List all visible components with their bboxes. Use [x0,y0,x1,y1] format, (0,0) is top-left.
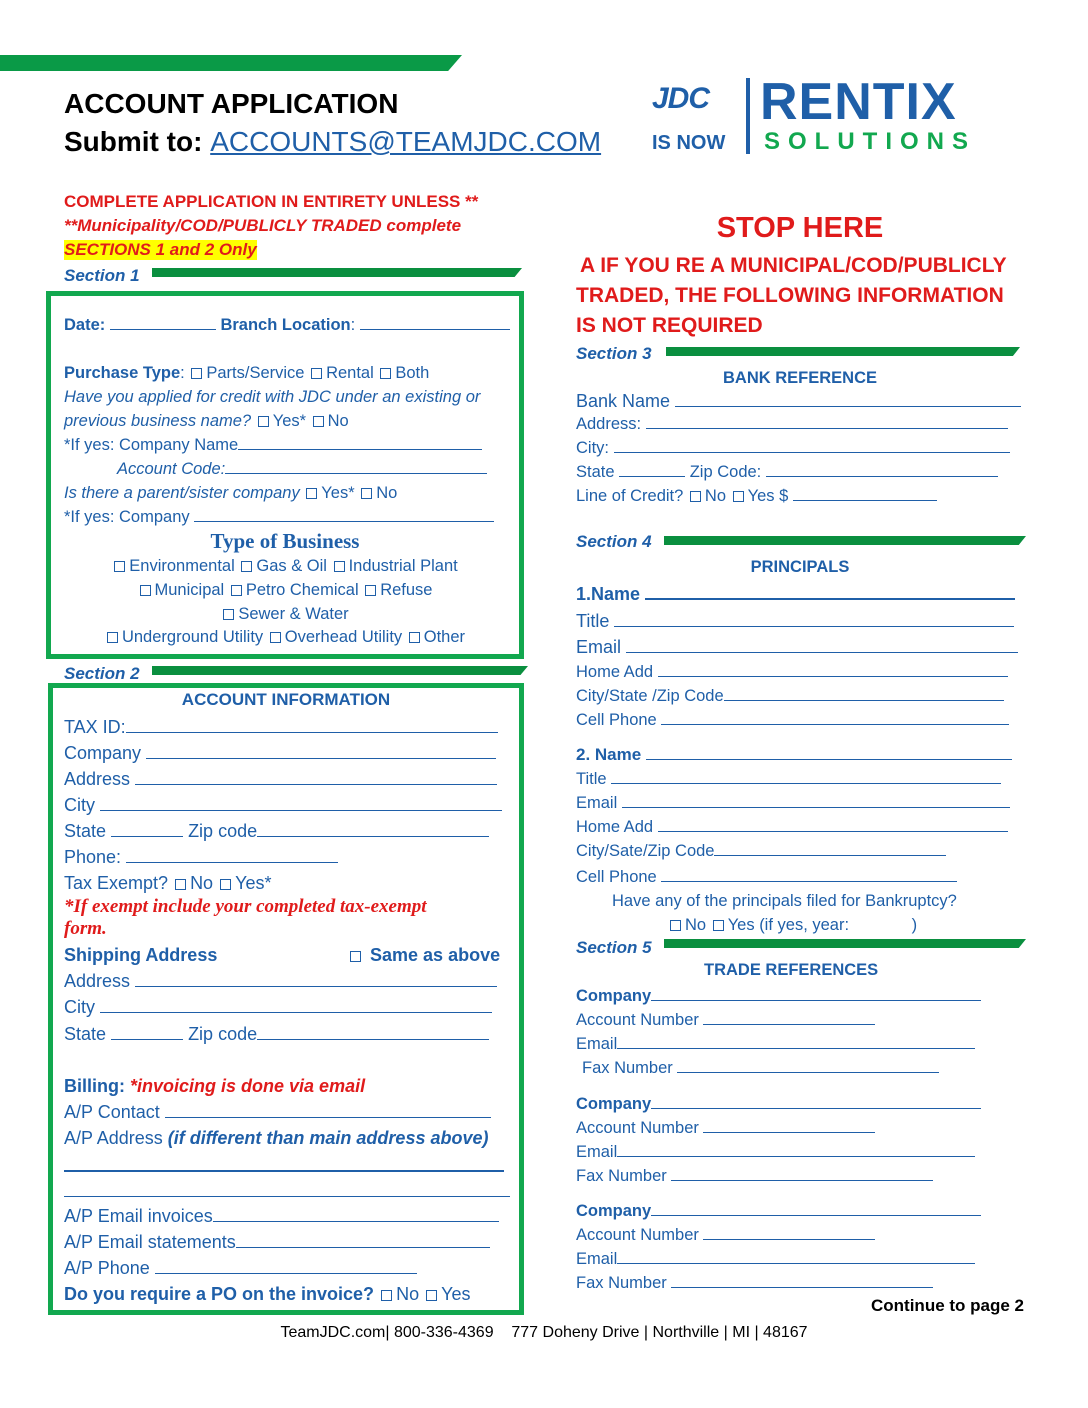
bankruptcy-close-paren: ) [911,916,918,934]
bankruptcy-yes-checkbox[interactable] [713,920,724,931]
ap-address-line-2[interactable] [64,1196,510,1197]
industrial-checkbox[interactable] [334,561,345,572]
tax-exempt-yes-checkbox[interactable] [220,879,231,890]
ap-email-statements-label: A/P Email statements [64,1232,236,1252]
principal-2-email-row [576,792,1010,814]
section-3-bar [666,347,1020,356]
petro-checkbox[interactable] [231,585,242,596]
billing-label: Billing: [64,1076,125,1096]
billing-note: *invoicing is done via email [130,1076,366,1096]
bank-name-label: Bank Name [576,391,671,411]
loc-label: Line of Credit? [576,487,684,505]
purchase-type-label: Purchase Type [64,364,181,382]
bank-state-label: State [576,463,615,481]
trade-2-company-row [576,1093,981,1115]
branch-label: Branch Location [220,316,351,334]
applied-no-checkbox[interactable] [313,416,324,427]
business-row-2 [46,579,524,601]
stop-line-2: TRADED, THE FOLLOWING INFORMATION [576,284,1004,307]
trade-2-email-field[interactable] [617,1141,975,1157]
bank-address-field[interactable] [646,413,1008,429]
company-label: Company [64,743,142,763]
principal-2-home-field[interactable] [658,816,1008,832]
trade-3-email-row [576,1248,975,1270]
ap-phone-field[interactable] [155,1258,417,1274]
exempt-note-1: *If exempt include your completed tax-exempt [64,896,427,917]
bank-city-label: City: [576,439,609,457]
municipal-label: Municipal [154,581,225,599]
overhead-label: Overhead Utility [284,628,403,646]
bank-address-row [576,413,1008,435]
parent-no-checkbox[interactable] [361,488,372,499]
bank-state-zip-row [576,461,998,483]
trade-3-email-label: Email [576,1250,618,1268]
section-1-label: Section 1 [64,266,140,285]
same-as-above-checkbox[interactable] [350,951,361,962]
ap-email-invoices-field[interactable] [213,1206,499,1222]
phone-label: Phone: [64,847,122,867]
logo-rentix: RENTIX [760,73,957,131]
principal-2-csz-label: City/Sate/Zip Code [576,842,715,860]
parent-yes-label: Yes* [321,484,355,502]
state-label: State [64,821,107,841]
loc-no-checkbox[interactable] [690,491,701,502]
principal-2-csz-field[interactable] [714,840,946,856]
bank-zip-label: Zip Code: [689,463,762,481]
principal-1-cell-field[interactable] [661,709,1009,725]
bankruptcy-options-row [668,914,917,936]
gas-oil-label: Gas & Oil [256,557,327,575]
stop-line-1: A IF YOU RE A MUNICIPAL/COD/PUBLICLY [580,254,1007,277]
trade-3-fax-row [576,1272,933,1294]
loc-amount-field[interactable] [793,485,937,501]
principal-2-home-row [576,816,1008,838]
principal-1-home-row [576,661,1008,683]
ship-state-field[interactable] [111,1024,183,1040]
ap-phone-label: A/P Phone [64,1258,150,1278]
stop-title: STOP HERE [716,212,884,244]
trade-2-email-row [576,1141,975,1163]
tax-exempt-row [64,872,271,894]
trade-3-company-label: Company [576,1202,652,1220]
applied-question-2: previous business name? [64,412,252,430]
po-question: Do you require a PO on the invoice? [64,1284,375,1304]
prior-company-name-field[interactable] [238,434,482,450]
other-label: Other [423,628,466,646]
business-row-3 [46,603,524,625]
ap-address-line-1[interactable] [64,1170,504,1172]
applied-no-label: No [327,412,349,430]
address-label: Address [64,769,131,789]
line-of-credit-row [576,485,937,507]
zip-field[interactable] [257,821,489,837]
logo-divider [746,78,750,154]
bankruptcy-yes-label: Yes (if yes, year: [727,916,850,934]
ship-state-label: State [64,1024,107,1044]
trade-2-account-label: Account Number [576,1119,699,1137]
section-5-label: Section 5 [576,938,652,957]
principal-1-name-field[interactable] [645,583,1015,600]
po-yes-label: Yes [441,1284,471,1304]
refuse-checkbox[interactable] [365,585,376,596]
bankruptcy-no-label: No [685,916,707,934]
petro-label: Petro Chemical [245,581,359,599]
notice-line-1: COMPLETE APPLICATION IN ENTIRETY UNLESS ** [64,192,479,211]
ap-address-row [64,1127,488,1149]
ap-contact-row [64,1101,491,1123]
po-no-label: No [396,1284,420,1304]
submit-email-link[interactable]: ACCOUNTS@TEAMJDC.COM [210,126,602,157]
bankruptcy-question: Have any of the principals filed for Bankruptcy? [612,892,957,910]
principal-2-title-label: Title [576,770,607,788]
continue-to-page-2: Continue to page 2 [871,1296,1024,1315]
trade-1-email-label: Email [576,1035,618,1053]
principal-2-cell-field[interactable] [661,866,957,882]
date-field[interactable] [110,314,216,330]
trade-1-account-label: Account Number [576,1011,699,1029]
principal-1-title-field[interactable] [614,611,1014,627]
logo-solutions: SOLUTIONS [764,128,977,155]
account-code-label: Account Code: [117,460,226,478]
po-yes-checkbox[interactable] [426,1290,437,1301]
trade-1-company-row [576,985,981,1007]
ap-address-label: A/P Address [64,1128,163,1148]
trade-1-company-label: Company [576,987,652,1005]
bank-name-row [576,390,1021,412]
principal-2-title-row [576,768,1001,790]
tax-id-label: TAX ID: [64,717,126,737]
principals-title: PRINCIPALS [750,558,850,576]
state-field[interactable] [111,821,183,837]
ship-zip-label: Zip code [188,1024,258,1044]
principal-2-name-label: 2. Name [576,745,642,764]
branch-field[interactable] [360,314,510,330]
trade-3-company-field[interactable] [651,1200,981,1216]
principal-1-email-field[interactable] [626,637,1018,653]
ship-city-label: City [64,997,95,1017]
ap-contact-field[interactable] [165,1102,491,1118]
trade-2-fax-row [576,1165,933,1187]
principal-2-home-label: Home Add [576,818,654,836]
trade-1-fax-field[interactable] [677,1057,939,1073]
notice-line-3: SECTIONS 1 and 2 Only [64,240,257,259]
bankruptcy-no-checkbox[interactable] [670,920,681,931]
company-row [64,742,496,764]
tax-id-row [64,716,498,738]
type-of-business-title: Type of Business [210,529,360,553]
bank-address-label: Address: [576,415,642,433]
trade-1-fax-row [582,1057,939,1079]
principal-2-cell-row [576,866,957,888]
address-row [64,768,497,790]
company-logo [650,73,1020,158]
parent-no-label: No [376,484,398,502]
principal-1-email-label: Email [576,637,622,657]
account-info-title: ACCOUNT INFORMATION [181,690,391,709]
trade-1-fax-label: Fax Number [582,1059,673,1077]
ap-email-statements-field[interactable] [236,1232,490,1248]
parts-service-checkbox[interactable] [191,368,202,379]
both-label: Both [395,364,430,382]
date-branch-row: Date: Branch Location: [64,314,510,336]
principal-1-name-row [576,583,1015,605]
trade-3-fax-label: Fax Number [576,1274,667,1292]
zip-label: Zip code [188,821,258,841]
business-row-4 [46,626,524,648]
applied-question-row [64,410,349,432]
ap-email-statements-row [64,1231,490,1253]
principal-2-name-field[interactable] [646,744,1012,760]
section-3-label: Section 3 [576,344,652,363]
parent-company-label: *If yes: Company [64,508,190,526]
trade-1-account-field[interactable] [703,1009,875,1025]
stop-line-3: IS NOT REQUIRED [576,314,763,337]
po-no-checkbox[interactable] [381,1290,392,1301]
prior-company-name-row [64,434,482,456]
phone-field[interactable] [126,847,338,863]
applied-yes-label: Yes* [272,412,307,430]
parts-service-label: Parts/Service [206,364,305,382]
bank-city-row [576,437,1010,459]
overhead-checkbox[interactable] [270,632,281,643]
environmental-label: Environmental [129,557,235,575]
ap-email-invoices-label: A/P Email invoices [64,1206,213,1226]
environmental-checkbox[interactable] [114,561,125,572]
trade-3-company-row [576,1200,981,1222]
principal-1-email-row [576,636,1018,658]
trade-3-account-field[interactable] [703,1224,875,1240]
loc-yes-checkbox[interactable] [733,491,744,502]
submit-line [64,126,601,158]
same-as-above-label: Same as above [370,945,501,965]
city-row [64,794,502,816]
parent-company-field[interactable] [194,506,494,522]
trade-references-title: TRADE REFERENCES [704,961,879,979]
ap-contact-label: A/P Contact [64,1102,160,1122]
ship-address-field[interactable] [135,971,497,987]
same-as-above-row [348,944,500,966]
principal-2-email-field[interactable] [622,792,1010,808]
shipping-address-heading: Shipping Address [64,945,218,965]
section-4-label: Section 4 [576,532,652,551]
sewer-label: Sewer & Water [238,605,349,623]
trade-3-fax-field[interactable] [671,1272,933,1288]
principal-1-name-label: 1.Name [576,584,641,604]
industrial-label: Industrial Plant [348,557,458,575]
trade-3-account-label: Account Number [576,1226,699,1244]
business-row-1 [46,555,524,577]
date-label: Date: [64,316,106,334]
logo-jdc: JDC [652,82,710,115]
trade-2-account-row [576,1117,875,1139]
trade-2-company-field[interactable] [651,1093,981,1109]
city-field[interactable] [100,795,502,811]
principal-1-csz-row [576,685,1004,707]
principal-2-title-field[interactable] [611,768,1001,784]
underground-label: Underground Utility [121,628,264,646]
sewer-checkbox[interactable] [223,609,234,620]
footer-contact: TeamJDC.com| 800-336-4369 777 Doheny Drive | Northville | MI | 48167 [280,1324,808,1341]
loc-no-label: No [704,487,727,505]
city-label: City [64,795,95,815]
underground-checkbox[interactable] [107,632,118,643]
trade-2-fax-field[interactable] [671,1165,933,1181]
trade-1-email-field[interactable] [617,1033,975,1049]
prior-company-name-label: *If yes: Company Name [64,436,239,454]
parent-company-name-row [64,506,494,528]
company-field[interactable] [146,743,496,759]
ship-state-zip-row [64,1023,489,1045]
principal-1-title-row [576,610,1014,632]
account-code-field[interactable] [225,458,487,474]
principal-2-csz-row [576,840,946,862]
phone-row [64,846,338,868]
principal-2-email-label: Email [576,794,618,812]
notice-line-2: **Municipality/COD/PUBLICLY TRADED complete [64,216,462,235]
ship-city-row [64,996,492,1018]
rental-label: Rental [326,364,374,382]
bank-state-field[interactable] [619,461,685,477]
state-zip-row [64,820,489,842]
principal-1-cell-label: Cell Phone [576,711,657,729]
account-code-row [117,458,487,480]
trade-1-account-row [576,1009,875,1031]
parent-yes-checkbox[interactable] [306,488,317,499]
refuse-label: Refuse [380,581,433,599]
principal-1-cell-row [576,709,1009,731]
other-checkbox[interactable] [409,632,420,643]
trade-2-fax-label: Fax Number [576,1167,667,1185]
rental-checkbox[interactable] [311,368,322,379]
ap-address-note: (if different than main address above) [167,1128,489,1148]
header-green-bar [0,55,462,71]
trade-2-email-label: Email [576,1143,618,1161]
tax-exempt-yes-label: Yes* [235,873,272,893]
po-row [64,1283,470,1305]
parent-question: Is there a parent/sister company [64,484,300,502]
ap-email-invoices-row [64,1205,499,1227]
section-5-bar [664,939,1026,948]
municipal-checkbox[interactable] [140,585,151,596]
page-title: ACCOUNT APPLICATION [64,88,399,119]
applied-yes-checkbox[interactable] [258,416,269,427]
bank-city-field[interactable] [614,437,1010,453]
trade-3-account-row [576,1224,875,1246]
principal-1-csz-label: City/State /Zip Code [576,687,724,705]
section-2-label: Section 2 [64,664,140,683]
tax-exempt-label: Tax Exempt? [64,873,169,893]
both-checkbox[interactable] [380,368,391,379]
ship-address-label: Address [64,971,131,991]
section-2-bar [152,666,528,675]
section-1-bar [152,268,522,277]
gas-oil-checkbox[interactable] [241,561,252,572]
bank-name-field[interactable] [675,391,1021,407]
principal-1-csz-field[interactable] [724,685,1004,701]
submit-label: Submit to: [64,126,203,157]
billing-row [64,1075,365,1097]
ship-address-row [64,970,497,992]
principal-1-home-field[interactable] [658,661,1008,677]
logo-is-now: IS NOW [652,132,726,154]
bank-zip-field[interactable] [766,461,998,477]
principal-2-name-row [576,744,1012,766]
applied-question-1: Have you applied for credit with JDC under an existing or [64,388,481,406]
trade-2-company-label: Company [576,1095,652,1113]
ship-zip-field[interactable] [257,1024,489,1040]
section-4-bar [664,536,1026,545]
principal-2-cell-label: Cell Phone [576,868,657,886]
ship-city-field[interactable] [100,997,492,1013]
trade-1-company-field[interactable] [651,985,981,1001]
trade-2-account-field[interactable] [703,1117,875,1133]
loc-yes-label: Yes $ [747,487,789,505]
parent-company-row [64,482,397,504]
tax-exempt-no-checkbox[interactable] [175,879,186,890]
ap-phone-row [64,1257,417,1279]
purchase-type-row: Purchase Type: Parts/Service Rental Both [64,364,430,382]
bank-reference-title: BANK REFERENCE [722,369,877,387]
trade-3-email-field[interactable] [617,1248,975,1264]
trade-1-email-row [576,1033,975,1055]
tax-exempt-no-label: No [190,873,214,893]
address-field[interactable] [135,769,497,785]
principal-1-title-label: Title [576,611,610,631]
principal-1-home-label: Home Add [576,663,654,681]
exempt-note-2: form. [64,918,107,939]
tax-id-field[interactable] [126,717,498,733]
